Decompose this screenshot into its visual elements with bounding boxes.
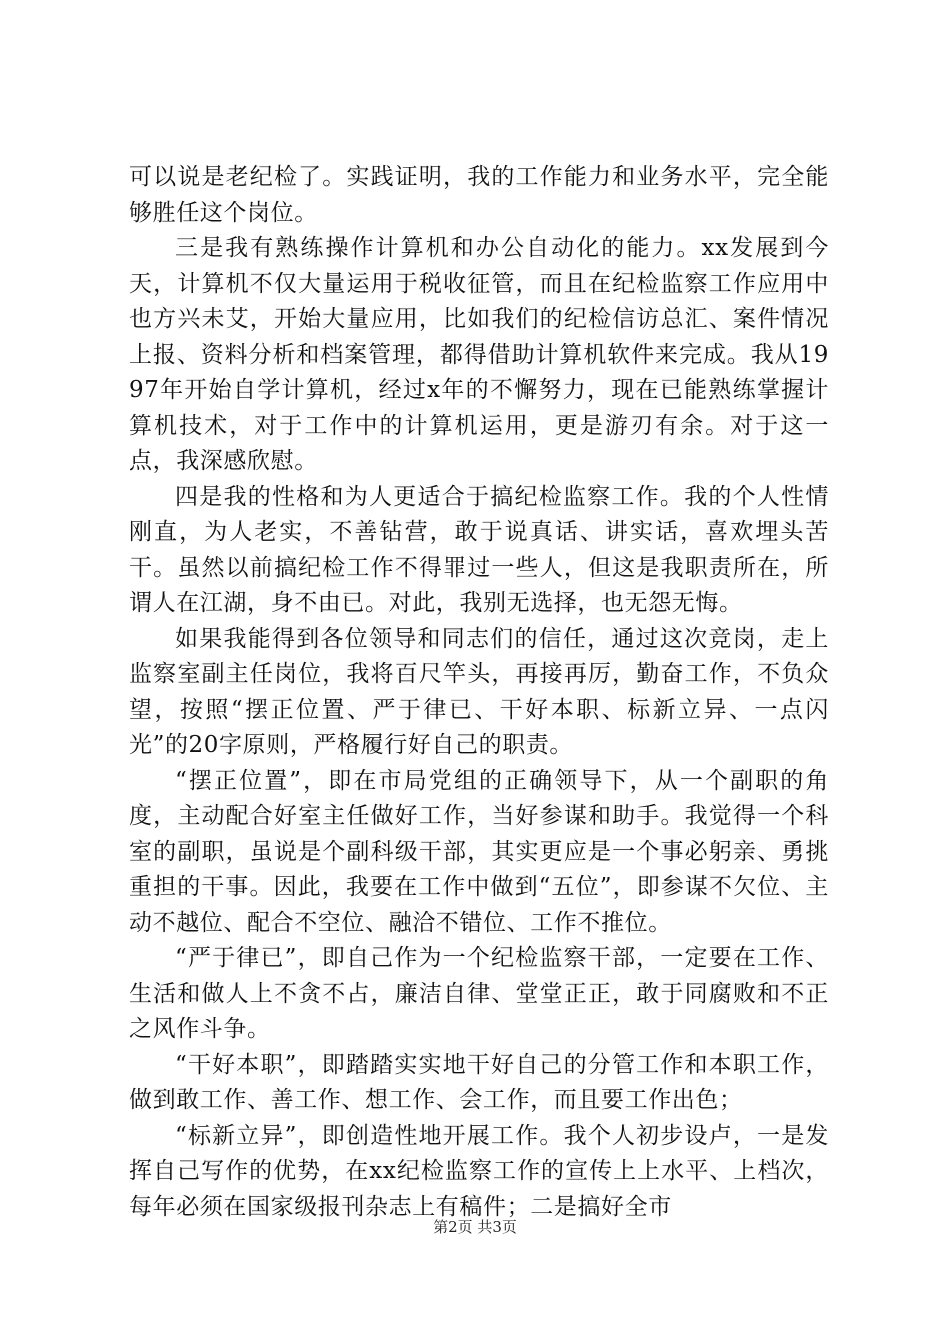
paragraph-7: “干好本职”，即踏踏实实地干好自己的分管工作和本职工作，做到敢工作、善工作、想工作、会工作，而且要工作出色； xyxy=(129,1051,829,1113)
page-footer: 第2页 共3页 xyxy=(433,1218,517,1236)
paragraph-4: 如果我能得到各位领导和同志们的信任，通过这次竞岗，走上监察室副主任岗位，我将百尺竿头，再接再厉，勤奋工作，不负众望，按照“摆正位置、严于律已、干好本职、标新立异、一点闪光”的20字原则，严格履行好自己的职责。 xyxy=(129,625,829,758)
paragraph-2: 三是我有熟练操作计算机和办公自动化的能力。xx发展到今天，计算机不仅大量运用于税收征管，而且在纪检监察工作应用中也方兴未艾，开始大量应用，比如我们的纪检信访总汇、案件情况上报、资料分析和档案管理，都得借助计算机软件来完成。我从1997年开始自学计算机，经过x年的不懈努力，现在已能熟练掌握计算机技术，对于工作中的计算机运用，更是游刃有余。对于这一点，我深感欣慰。 xyxy=(129,235,829,474)
paragraph-8: “标新立异”，即创造性地开展工作。我个人初步设卢，一是发挥自己写作的优势，在xx纪检监察工作的宣传上上水平、上档次，每年必须在国家级报刊杂志上有稿件；二是搞好全市 xyxy=(129,1122,829,1220)
paragraph-5: “摆正位置”，即在市局党组的正确领导下，从一个副职的角度，主动配合好室主任做好工作，当好参谋和助手。我觉得一个科室的副职，虽说是个副科级干部，其实更应是一个事必躬亲、勇挑重担的干事。因此，我要在工作中做到“五位”，即参谋不欠位、主动不越位、配合不空位、融洽不错位、工作不推位。 xyxy=(129,767,829,936)
paragraph-6: “严于律已”，即自己作为一个纪检监察干部，一定要在工作、生活和做人上不贪不占，廉洁自律、堂堂正正，敢于同腐败和不正之风作斗争。 xyxy=(129,945,829,1042)
paragraph-3: 四是我的性格和为人更适合于搞纪检监察工作。我的个人性情刚直，为人老实，不善钻营，敢于说真话、讲实话，喜欢埋头苦干。虽然以前搞纪检工作不得罪过一些人，但这是我职责所在，所谓人在江湖，身不由已。对此，我别无选择，也无怨无悔。 xyxy=(129,483,829,616)
paragraph-1: 可以说是老纪检了。实践证明，我的工作能力和业务水平，完全能够胜任这个岗位。 xyxy=(129,164,829,226)
document-body xyxy=(129,160,829,1225)
